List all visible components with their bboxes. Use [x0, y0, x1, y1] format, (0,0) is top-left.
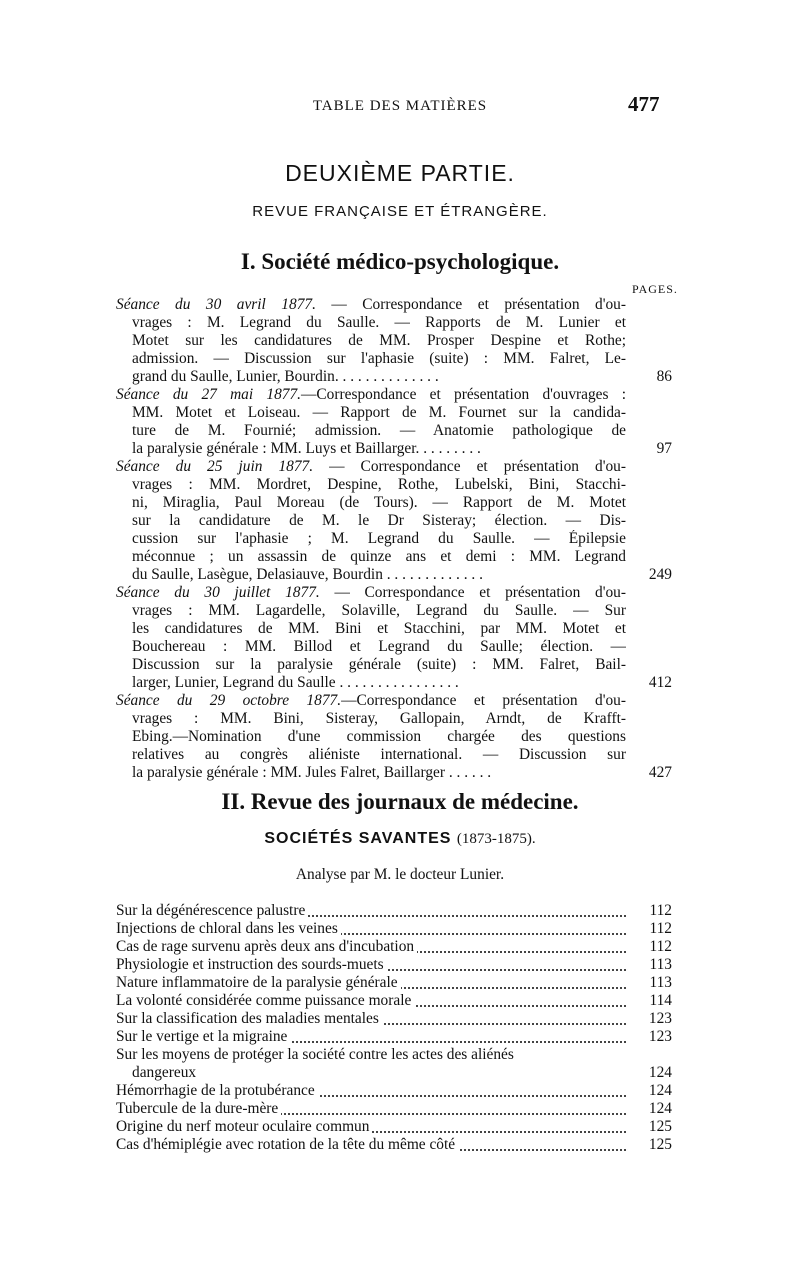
entry-text: Discussion sur la paralysie générale (suite) : MM. Falret, Bail-: [132, 656, 626, 673]
article-entry: [116, 1046, 672, 1082]
article-page-number: 112: [649, 902, 672, 919]
article-page-number: 112: [649, 920, 672, 937]
article-entry: [116, 1010, 672, 1028]
article-title: Sur la dégénérescence palustre: [116, 902, 308, 919]
article-page-number: 123: [648, 1010, 672, 1027]
entry-text: du Saulle, Lasègue, Delasiauve, Bourdin . . . . . . . . . . . . .: [132, 566, 483, 583]
entry-date: Séance du 25 juin 1877.: [116, 458, 314, 475]
article-title: Sur la classification des maladies mentales: [116, 1010, 382, 1027]
entry-text: la paralysie générale : MM. Luys et Baillarger. . . . . . . . .: [132, 440, 481, 457]
entry-text: vrages : M. Legrand du Saulle. — Rapports de M. Lunier et: [132, 314, 626, 331]
article-page-number: 112: [649, 938, 672, 955]
entry-text: vrages : MM. Mordret, Despine, Rothe, Lubelski, Bini, Stacchi-: [132, 476, 626, 493]
part-title: DEUXIÈME PARTIE.: [285, 160, 515, 186]
page-number: 477: [628, 92, 660, 116]
entry-date: Séance du 27 mai 1877.: [116, 386, 302, 403]
article-page-number: 123: [648, 1028, 672, 1045]
entry-text: Motet sur les candidatures de MM. Prosper Despine et Rothe;: [132, 332, 626, 349]
article-title: Sur les moyens de protéger la société contre les actes des aliénés: [116, 1046, 514, 1063]
article-entry: [116, 902, 672, 920]
article-entry: [116, 1100, 672, 1118]
entry-date: Séance du 29 octobre 1877.: [116, 692, 342, 709]
entry-text: méconnue ; un assassin de quinze ans et demi : MM. Legrand: [132, 548, 626, 565]
analysis-credit: Analyse par M. le docteur Lunier.: [295, 866, 505, 883]
subsection-title: SOCIÉTÉS SAVANTES: [264, 830, 452, 847]
article-title: Injections de chloral dans les veines: [116, 920, 341, 937]
entry-text: ture de M. Fournié; admission. — Anatomie pathologique de: [132, 422, 626, 439]
toc-entry: [116, 458, 672, 584]
article-page-number: 124: [648, 1082, 672, 1099]
entry-text: —Correspondance et présentation d'ou-: [341, 692, 626, 709]
article-title: Hémorrhagie de la protubérance: [116, 1082, 318, 1099]
entry-text: ni, Miraglia, Paul Moreau (de Tours). — Rapport de M. Motet: [132, 494, 626, 511]
entry-text: — Correspondance et présentation d'ou-: [313, 458, 626, 475]
entry-text: Ebing.—Nomination d'une commission chargée des questions: [132, 728, 626, 745]
part-subtitle: REVUE FRANÇAISE ET ÉTRANGÈRE.: [252, 203, 548, 220]
article-entry: [116, 1118, 672, 1136]
article-entry: [116, 938, 672, 956]
entry-text: —Correspondance et présentation d'ouvrages :: [301, 386, 626, 403]
entry-text: MM. Motet et Loiseau. — Rapport de M. Fournet sur la candida-: [132, 404, 626, 421]
article-page-number: 113: [649, 956, 672, 973]
toc-entry: [116, 386, 672, 458]
article-title: Cas de rage survenu après deux ans d'incubation: [116, 938, 417, 955]
entry-page-number: 249: [648, 566, 672, 583]
entry-text: sur la candidature de M. le Dr Sisteray; élection. — Dis-: [132, 512, 626, 529]
article-entry: [116, 920, 672, 938]
entry-page-number: 412: [648, 674, 672, 691]
entry-text: grand du Saulle, Lunier, Bourdin. . . . . . . . . . . . . .: [132, 368, 439, 385]
article-title: Sur le vertige et la migraine: [116, 1028, 290, 1045]
article-entry: [116, 1136, 672, 1154]
entry-text: cussion sur l'aphasie ; M. Legrand du Saulle. — Épilepsie: [132, 530, 626, 547]
article-title: Tubercule de la dure-mère: [116, 1100, 281, 1117]
article-title: Physiologie et instruction des sourds-muets: [116, 956, 387, 973]
entry-page-number: 97: [656, 440, 672, 457]
article-title: Cas d'hémiplégie avec rotation de la tête du même côté: [116, 1136, 458, 1153]
entry-page-number: 427: [648, 764, 672, 781]
article-page-number: 114: [649, 992, 672, 1009]
article-entry: [116, 992, 672, 1010]
article-entry: [116, 1028, 672, 1046]
article-page-number: 113: [649, 974, 672, 991]
seance-entries: [116, 296, 672, 782]
article-title: Nature inflammatoire de la paralysie générale: [116, 974, 401, 991]
toc-entry: [116, 296, 672, 386]
article-list: [116, 902, 672, 1154]
entry-text: admission. — Discussion sur l'aphasie (suite) : MM. Falret, Le-: [132, 350, 626, 367]
article-page-number: 125: [648, 1118, 672, 1135]
entry-text: vrages : MM. Bini, Sisteray, Gallopain, Arndt, de Krafft-: [132, 710, 626, 727]
article-page-number: 125: [648, 1136, 672, 1153]
article-entry: [116, 974, 672, 992]
article-title: Origine du nerf moteur oculaire commun: [116, 1118, 372, 1135]
pages-column-label: PAGES.: [632, 282, 678, 296]
entry-page-number: 86: [656, 368, 672, 385]
article-entry: [116, 1082, 672, 1100]
entry-text: la paralysie générale : MM. Jules Falret, Baillarger . . . . . .: [132, 764, 492, 781]
entry-text: — Correspondance et présentation d'ou-: [319, 584, 626, 601]
article-page-number: 124: [648, 1100, 672, 1117]
toc-entry: [116, 692, 672, 782]
section-heading-societe: I. Société médico-psychologique.: [240, 249, 560, 274]
entry-text: — Correspondance et présentation d'ou-: [315, 296, 626, 313]
toc-entry: [116, 584, 672, 692]
entry-text: Bouchereau : MM. Billod et Legrand du Saulle; élection. —: [132, 638, 626, 655]
entry-text: relatives au congrès aliéniste international. — Discussion sur: [132, 746, 626, 763]
entry-date: Séance du 30 avril 1877.: [116, 296, 316, 313]
entry-text: vrages : MM. Lagardelle, Solaville, Legrand du Saulle. — Sur: [132, 602, 626, 619]
subsection-heading: [0, 830, 800, 848]
running-title: TABLE DES MATIÈRES: [312, 98, 488, 114]
article-title-continued: dangereux: [116, 1064, 626, 1082]
entry-date: Séance du 30 juillet 1877.: [116, 584, 320, 601]
section-heading-journaux: II. Revue des journaux de médecine.: [221, 789, 579, 814]
article-title: La volonté considérée comme puissance morale: [116, 992, 414, 1009]
entry-text: larger, Lunier, Legrand du Saulle . . . . . . . . . . . . . . . .: [132, 674, 459, 691]
article-entry: [116, 956, 672, 974]
entry-text: les candidatures de MM. Bini et Stacchini, par MM. Motet et: [132, 620, 626, 637]
article-page-number: 124: [648, 1064, 672, 1081]
subsection-years: (1873-1875).: [456, 831, 536, 847]
